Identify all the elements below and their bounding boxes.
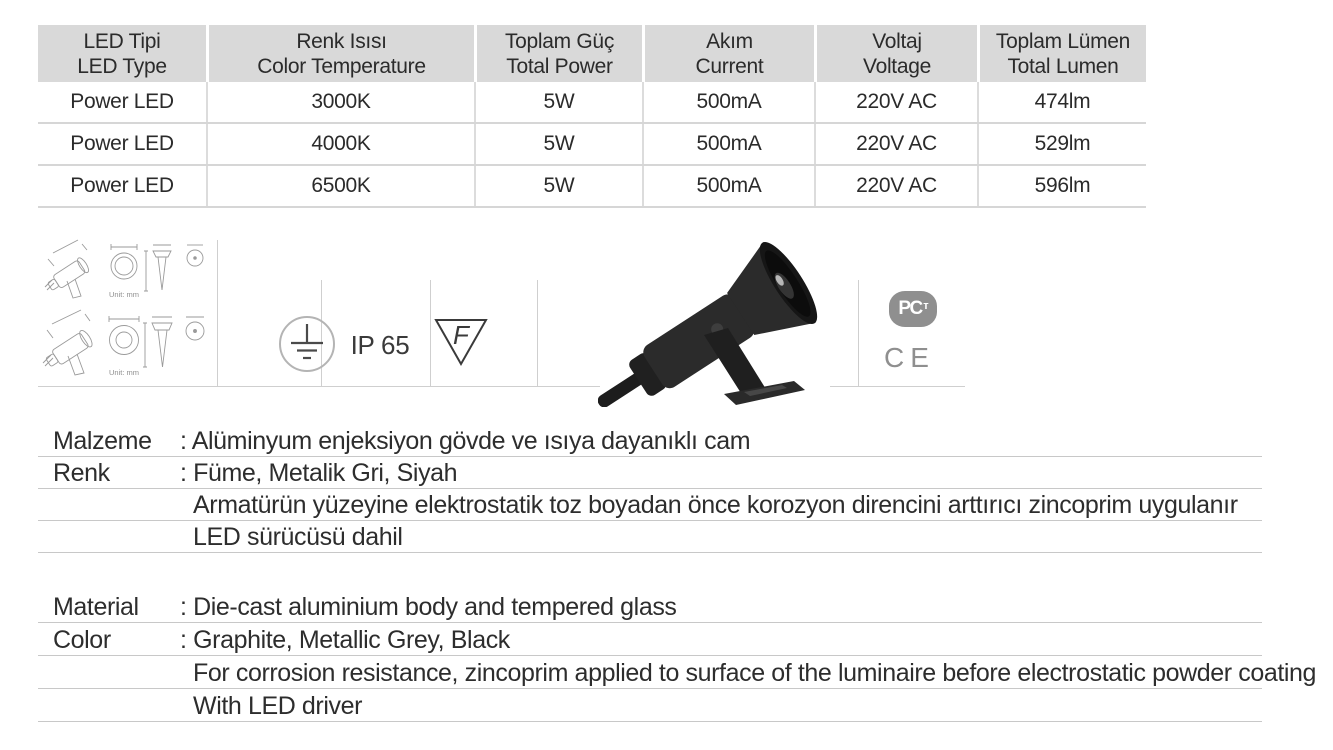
header-cell-voltage (814, 25, 977, 82)
product-photo (598, 237, 848, 407)
divider (830, 386, 965, 387)
table-cell: 500mA (642, 166, 814, 206)
table-cell: Power LED (70, 132, 174, 155)
spec-value: : Graphite, Metallic Grey, Black (180, 626, 510, 654)
pct-mark: РС т (889, 291, 937, 327)
header-en: Voltage (863, 54, 931, 78)
header-en: LED Type (77, 54, 167, 78)
table-cell: 529lm (977, 124, 1146, 164)
spec-value: : Alüminyum enjeksiyon gövde ve ısıya dayanıklı cam (180, 427, 751, 455)
technical-drawings (38, 237, 216, 387)
spec-value: : Die-cast aluminium body and tempered glass (180, 593, 677, 621)
header-tr: Voltaj (872, 29, 922, 53)
spec-value: For corrosion resistance, zincoprim applied to surface of the luminaire before electrostatic powder coating (193, 659, 1317, 687)
header-en: Total Power (506, 54, 613, 78)
table-cell: 6500K (206, 166, 474, 206)
header-en: Current (695, 54, 764, 78)
divider (537, 280, 538, 386)
header-cell-current (642, 25, 814, 82)
table-cell: 5W (474, 82, 642, 122)
table-cell: 220V AC (814, 82, 977, 122)
table-cell: 220V AC (814, 124, 977, 164)
header-tr: Renk Isısı (296, 29, 387, 53)
spec-row-driver-en (38, 689, 1262, 722)
ce-mark: CE (884, 342, 935, 373)
table-cell: 500mA (642, 124, 814, 164)
table-cell: 4000K (206, 124, 474, 164)
dimension-drawing-large (40, 309, 215, 387)
spec-label: Renk (53, 459, 110, 487)
spec-value: With LED driver (193, 692, 363, 720)
spec-label: Material (53, 593, 139, 621)
table-cell: 5W (474, 166, 642, 206)
spec-row-coating-tr (38, 489, 1262, 521)
svg-text:F: F (453, 320, 469, 350)
unit-label: Unit: mm (109, 368, 139, 377)
header-tr: Toplam Lümen (995, 29, 1131, 53)
table-cell: Power LED (70, 174, 174, 197)
spec-row-color-tr (38, 457, 1262, 489)
header-en: Color Temperature (257, 54, 426, 78)
specs-turkish (38, 425, 1262, 553)
table-cell: 5W (474, 124, 642, 164)
table-cell: Power LED (70, 90, 174, 113)
table-row (38, 166, 1146, 208)
divider (858, 280, 859, 386)
table-cell: 474lm (977, 82, 1146, 122)
table-cell: 500mA (642, 82, 814, 122)
header-tr: Akım (706, 29, 753, 53)
table-cell: 3000K (206, 82, 474, 122)
f-class-icon (433, 317, 489, 367)
header-cell-total-power (474, 25, 642, 82)
spec-label: Color (53, 626, 111, 654)
spec-row-color-en (38, 623, 1262, 656)
header-cell-total-lumen (977, 25, 1146, 82)
specs-english (38, 590, 1317, 722)
ip-rating: IP 65 (350, 330, 410, 360)
header-tr: Toplam Güç (504, 29, 615, 53)
spec-label: Malzeme (53, 427, 152, 455)
spec-row-material-tr (38, 425, 1262, 457)
table-cell: 220V AC (814, 166, 977, 206)
unit-label: Unit: mm (109, 290, 139, 299)
spec-row-driver-tr (38, 521, 1262, 553)
spec-value: LED sürücüsü dahil (193, 523, 403, 551)
spec-value: Armatürün yüzeyine elektrostatik toz boyadan önce korozyon direncini arttırıcı zincoprim uygulanır (193, 491, 1238, 519)
spec-row-material-en (38, 590, 1262, 623)
icons-strip (38, 237, 1146, 407)
spec-table (38, 25, 1146, 208)
header-cell-color-temperature (206, 25, 474, 82)
table-row (38, 124, 1146, 166)
spec-row-coating-en (38, 656, 1317, 689)
divider (217, 240, 218, 386)
divider (38, 386, 600, 387)
table-row (38, 82, 1146, 124)
header-en: Total Lumen (1007, 54, 1119, 78)
header-cell-led-type (38, 25, 206, 82)
dimension-drawing-small (40, 239, 215, 309)
header-tr: LED Tipi (83, 29, 161, 53)
table-cell: 596lm (977, 166, 1146, 206)
spec-table-header-row (38, 25, 1146, 82)
spec-value: : Füme, Metalik Gri, Siyah (180, 459, 458, 487)
